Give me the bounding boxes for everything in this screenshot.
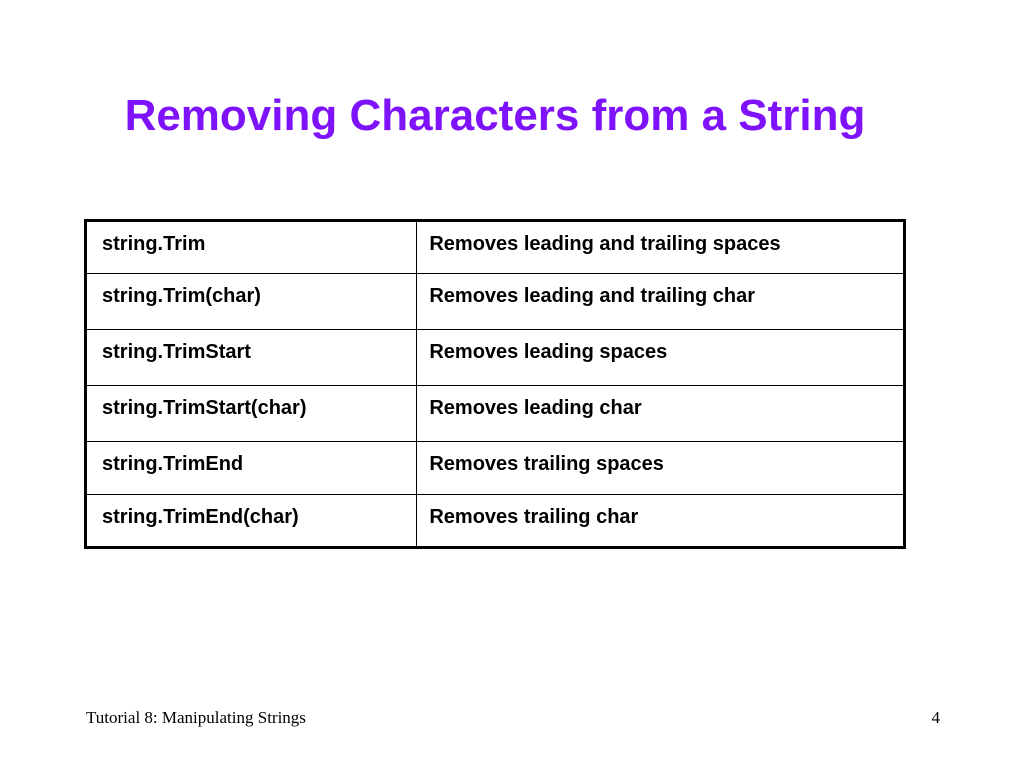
description-cell: Removes leading and trailing spaces [417, 221, 905, 274]
methods-table [84, 219, 906, 549]
table-row [86, 330, 905, 386]
description-cell: Removes leading spaces [417, 330, 905, 386]
description-cell: Removes trailing spaces [417, 442, 905, 495]
method-cell: string.TrimEnd [86, 442, 417, 495]
method-cell: string.Trim [86, 221, 417, 274]
table-row [86, 495, 905, 548]
description-cell: Removes leading and trailing char [417, 274, 905, 330]
method-cell: string.TrimStart [86, 330, 417, 386]
table-row [86, 386, 905, 442]
page-number: 4 [931, 708, 940, 727]
table-row [86, 442, 905, 495]
method-cell: string.Trim(char) [86, 274, 417, 330]
slide-footer: Tutorial 8: Manipulating Strings [86, 708, 306, 727]
table-row [86, 274, 905, 330]
method-cell: string.TrimEnd(char) [86, 495, 417, 548]
slide-title: Removing Characters from a String [124, 91, 866, 140]
table-row [86, 221, 905, 274]
description-cell: Removes trailing char [417, 495, 905, 548]
method-cell: string.TrimStart(char) [86, 386, 417, 442]
description-cell: Removes leading char [417, 386, 905, 442]
